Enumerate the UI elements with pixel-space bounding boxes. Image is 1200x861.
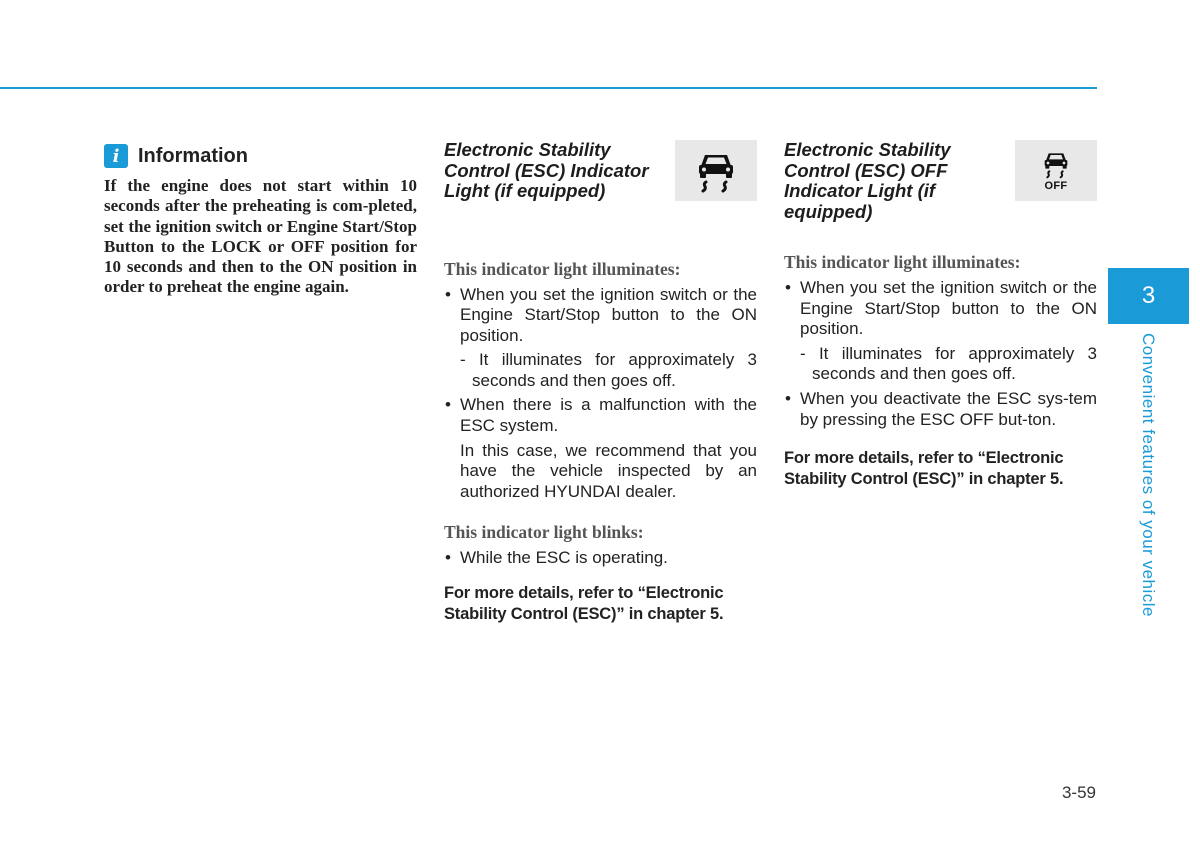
esc-illuminates-heading: This indicator light illuminates: — [444, 258, 681, 279]
list-item — [444, 395, 757, 502]
esc-bullet-operating: While the ESC is operating. — [460, 548, 668, 568]
header-rule — [0, 87, 1097, 89]
information-body: If the engine does not start within 10 seconds after the preheating is com-pleted, set the ignition switch or Engine Start/Stop Button to the LOCK or OFF position for 10 seconds and then to the ON position in order to preheat the engine again. — [104, 176, 417, 297]
chapter-tab: 3 — [1108, 268, 1189, 324]
esc-blinks-list — [444, 548, 757, 569]
page-number: 3-59 — [1061, 783, 1096, 802]
esc-reference-note: For more details, refer to “Electronic Stability Control (ESC)” in chapter 5. — [444, 584, 724, 623]
list-item — [444, 285, 757, 392]
esc-off-section-header — [784, 140, 1097, 222]
esc-bullet-ignition: When you set the ignition switch or the Engine Start/Stop button to the ON position. — [460, 284, 757, 345]
info-icon: i — [104, 144, 128, 168]
list-item — [784, 278, 1097, 385]
esc-off-bullet-deactivate: When you deactivate the ESC sys-tem by pressing the ESC OFF but-ton. — [800, 388, 1097, 429]
esc-off-section-title: Electronic Stability Control (ESC) OFF Indicator Light (if equipped) — [784, 139, 951, 222]
esc-section-title: Electronic Stability Control (ESC) Indicator Light (if equipped) — [444, 139, 649, 201]
esc-off-reference-note: For more details, refer to “Electronic Stability Control (ESC)” in chapter 5. — [784, 449, 1064, 488]
esc-off-car-icon — [1015, 140, 1097, 201]
esc-bullet-ignition-note: - It illuminates for approximately 3 seconds and then goes off. — [460, 350, 757, 390]
esc-off-bullet-ignition: When you set the ignition switch or the Engine Start/Stop button to the ON position. — [800, 278, 1097, 339]
esc-blinks-heading: This indicator light blinks: — [444, 522, 644, 543]
esc-car-glyph — [692, 149, 740, 193]
esc-off-icon-label: OFF — [1044, 180, 1068, 192]
esc-skid-car-icon — [675, 140, 757, 201]
information-title: Information — [138, 144, 248, 167]
esc-illuminates-list — [444, 285, 757, 503]
list-item — [784, 389, 1097, 430]
esc-bullet-malfunction: When there is a malfunction with the ESC system. — [460, 395, 757, 436]
information-section — [104, 140, 417, 298]
chapter-title: Convenient features of your vehicle — [1139, 333, 1158, 617]
esc-off-bullet-ignition-note: - It illuminates for approximately 3 seconds and then goes off. — [800, 343, 1097, 384]
information-header — [104, 144, 417, 168]
esc-off-car-glyph — [1040, 149, 1072, 179]
list-item — [444, 548, 757, 569]
esc-off-illuminates-list — [784, 278, 1097, 430]
esc-section-header — [444, 140, 757, 202]
esc-bullet-malfunction-note: In this case, we recommend that you have the vehicle inspected by an authorized HYUNDAI dealer. — [460, 440, 757, 501]
esc-indicator-section — [444, 140, 757, 624]
esc-off-illuminates-heading: This indicator light illuminates: — [784, 252, 1021, 272]
esc-off-indicator-section — [784, 140, 1097, 489]
